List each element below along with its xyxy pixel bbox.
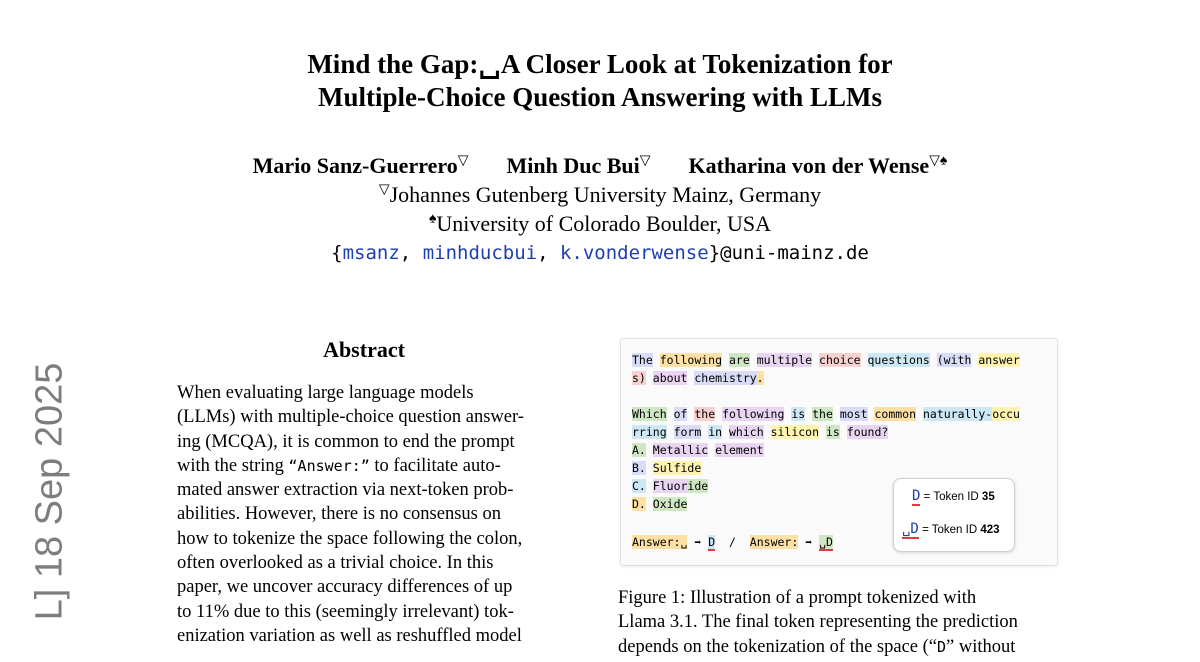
affiliation-mark: ▽ bbox=[378, 182, 390, 198]
author-name: Mario Sanz-Guerrero bbox=[252, 153, 458, 178]
abstract-line: with the string “Answer:” to facilitate auto- bbox=[177, 455, 501, 476]
figure-line: A. Metallic element bbox=[632, 443, 764, 457]
abstract-line: (LLMs) with multiple-choice question answer- bbox=[177, 407, 524, 428]
abstract-body bbox=[177, 381, 551, 648]
figure-line: rring form in which silicon is found? bbox=[632, 425, 889, 439]
figure-1-tokenization bbox=[620, 338, 1058, 566]
abstract-line: ing (MCQA), it is common to end the prompt bbox=[177, 431, 515, 452]
email-link[interactable]: k.vonderwense bbox=[559, 242, 709, 264]
title-line-1: Mind the Gap:␣A Closer Look at Tokenization for bbox=[307, 49, 893, 79]
token-legend-row: ␣D = Token ID 423 bbox=[902, 521, 1000, 537]
paper-title bbox=[0, 48, 1200, 114]
abstract-line: abilities. However, there is no consensus on bbox=[177, 504, 501, 525]
abstract-line: to 11% due to this (seemingly irrelevant) tok- bbox=[177, 601, 514, 622]
answer-comparison: Answer:␣ ➡ D / Answer: ➡ ␣D bbox=[632, 535, 833, 549]
abstract-line: When evaluating large language models bbox=[177, 383, 474, 403]
answer-token-text: “Answer:” bbox=[288, 456, 370, 475]
caption-line: Llama 3.1. The final token representing the prediction bbox=[618, 612, 1018, 633]
author-name: Katharina von der Wense bbox=[688, 153, 930, 178]
figure-line: D. Oxide bbox=[632, 497, 688, 511]
token-legend-row: D = Token ID 35 bbox=[912, 488, 995, 504]
figure-line: The following are multiple choice questions (with answer bbox=[632, 353, 1020, 367]
author-mark: ▽♠ bbox=[929, 153, 948, 169]
author-mark: ▽ bbox=[639, 153, 651, 169]
token-legend bbox=[893, 478, 1015, 552]
caption-line: depends on the tokenization of the space (“D” without bbox=[618, 636, 1016, 657]
affiliation-mark: ♠ bbox=[428, 211, 437, 227]
affiliation-text: University of Colorado Boulder, USA bbox=[436, 211, 772, 236]
arrow-right-icon: ➡ bbox=[805, 535, 813, 549]
author-mark: ▽ bbox=[457, 153, 469, 169]
author-emails: {msanz, minhducbui, k.vonderwense}@uni-mainz.de bbox=[331, 242, 869, 264]
figure-line: B. Sulfide bbox=[632, 461, 702, 475]
figure-line: s) about chemistry. bbox=[632, 371, 764, 385]
abstract-line: paper, we uncover accuracy differences of up bbox=[177, 577, 513, 598]
abstract-line: mated answer extraction via next-token prob- bbox=[177, 480, 514, 501]
abstract-line: enization variation as well as reshuffled model bbox=[177, 625, 522, 646]
caption-line: Figure 1: Illustration of a prompt tokenized with bbox=[618, 588, 977, 608]
abstract-heading: Abstract bbox=[323, 337, 405, 362]
arxiv-stamp: L] 18 Sep 2025 bbox=[28, 362, 71, 621]
abstract-line: often overlooked as a trivial choice. In this bbox=[177, 553, 494, 574]
affiliation-1 bbox=[0, 181, 1200, 209]
affiliation-2 bbox=[0, 210, 1200, 238]
affiliation-text: Johannes Gutenberg University Mainz, Germany bbox=[389, 182, 822, 207]
email-link[interactable]: msanz bbox=[342, 242, 400, 264]
arrow-right-icon: ➡ bbox=[694, 535, 702, 549]
email-link[interactable]: minhducbui bbox=[422, 242, 538, 264]
figure-line: C. Fluoride bbox=[632, 479, 709, 493]
author-list bbox=[0, 150, 1200, 182]
abstract-line: how to tokenize the space following the colon, bbox=[177, 528, 523, 549]
figure-line: Which of the following is the most common naturally-occu bbox=[632, 407, 1020, 421]
title-line-2: Multiple-Choice Question Answering with LLMs bbox=[317, 82, 883, 112]
author-name: Minh Duc Bui bbox=[506, 153, 640, 178]
